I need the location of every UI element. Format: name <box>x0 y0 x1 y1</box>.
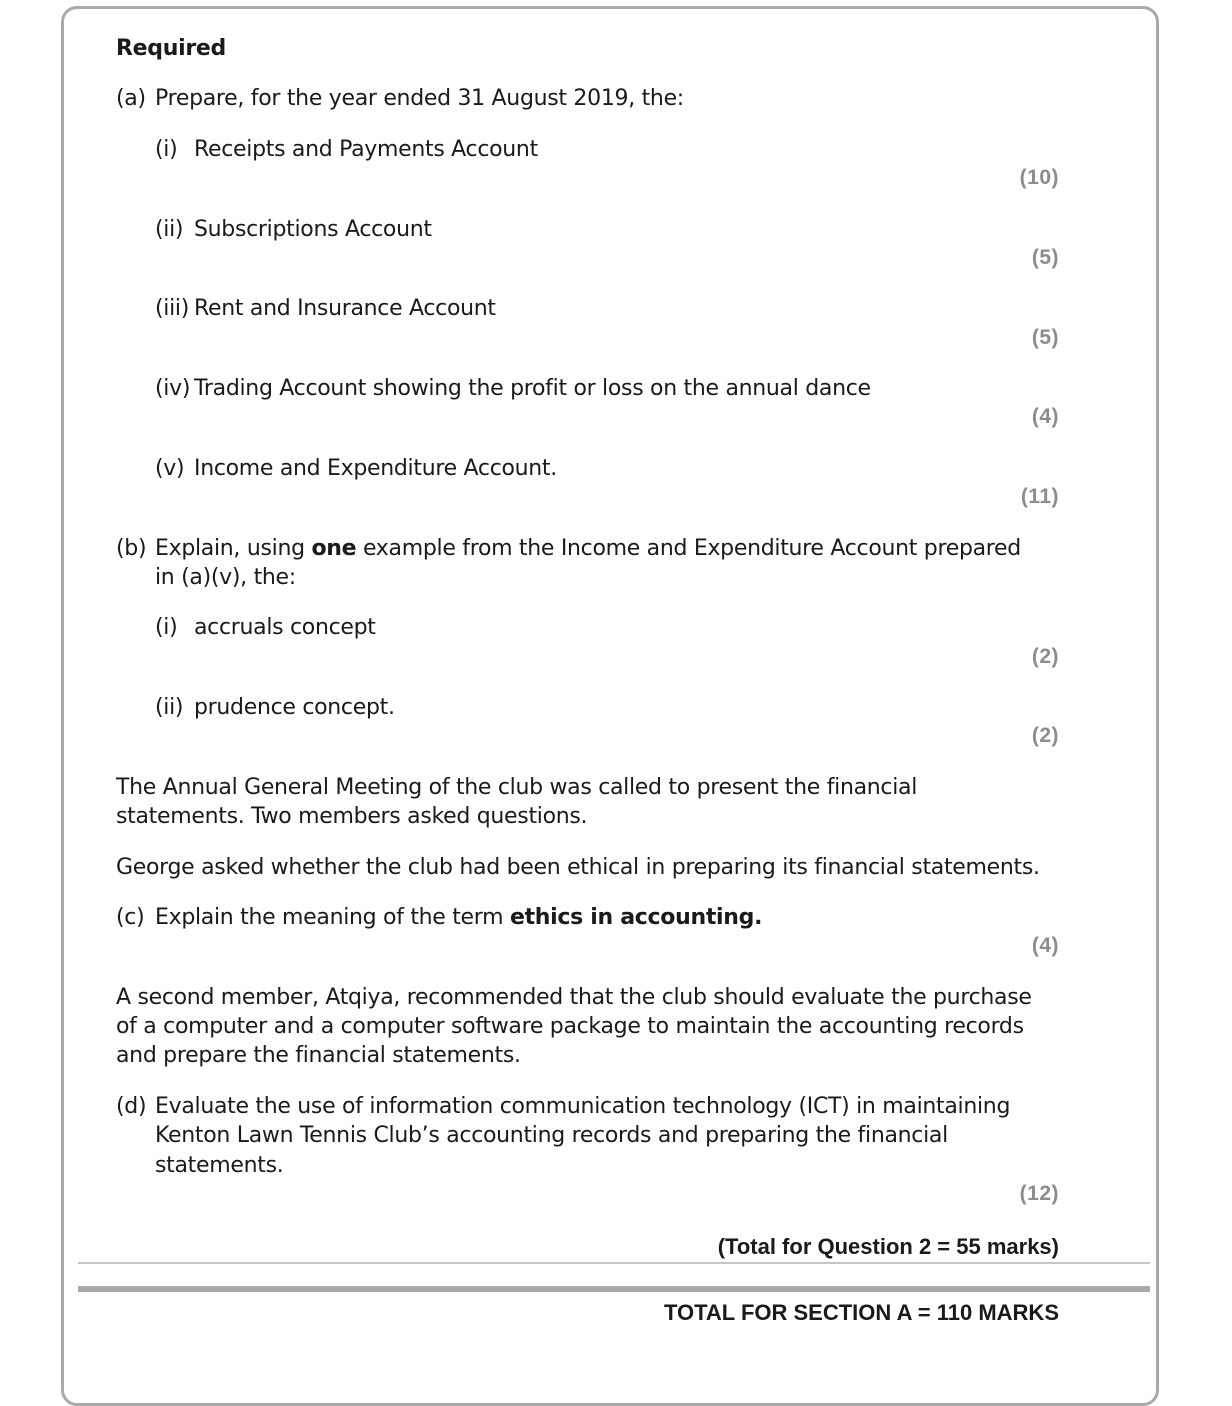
part-a-iv-text: Trading Account showing the profit or loss on the annual dance <box>194 376 871 401</box>
part-a-ii-marks: (5) <box>1031 246 1059 269</box>
part-a-ii-text: Subscriptions Account <box>194 217 432 242</box>
part-b-ii-text: prudence concept. <box>194 695 395 720</box>
part-b-i-text: accruals concept <box>194 615 376 640</box>
part-c-label: (c) <box>116 905 145 930</box>
part-c-text-before: Explain the meaning of the term <box>155 905 510 930</box>
part-a-v-label: (v) <box>155 456 185 481</box>
part-a-v-text: Income and Expenditure Account. <box>194 456 557 481</box>
part-b-text-after: example from the Income and Expenditure Account prepared <box>356 536 1021 561</box>
part-b-text <box>155 534 1021 563</box>
agm-text-line1: The Annual General Meeting of the club was called to present the financial <box>116 775 918 800</box>
part-b-ii-marks: (2) <box>1031 724 1059 747</box>
part-d-line1: Evaluate the use of information communication technology (ICT) in maintaining <box>155 1094 1011 1119</box>
part-b-i-marks: (2) <box>1031 645 1059 668</box>
part-b-ii-label: (ii) <box>155 695 184 720</box>
agm-text-line2: statements. Two members asked questions. <box>116 804 588 829</box>
total-for-question: (Total for Question 2 = 55 marks) <box>717 1234 1059 1259</box>
part-c-marks: (4) <box>1031 934 1059 957</box>
part-d-line2: Kenton Lawn Tennis Club’s accounting records and preparing the financial <box>155 1123 948 1148</box>
atqiya-text-line1: A second member, Atqiya, recommended that the club should evaluate the purchase <box>116 985 1032 1010</box>
part-b-text-before: Explain, using <box>155 536 312 561</box>
part-a-i-label: (i) <box>155 137 178 162</box>
divider-thin <box>78 1262 1150 1264</box>
part-b-text-line2: in (a)(v), the: <box>155 565 296 590</box>
part-a-iii-marks: (5) <box>1031 326 1059 349</box>
part-c-text-bold: ethics in accounting. <box>509 905 763 930</box>
part-d-label: (d) <box>116 1094 147 1119</box>
divider-thick <box>78 1286 1150 1292</box>
george-text: George asked whether the club had been ethical in preparing its financial statements. <box>116 855 1040 880</box>
part-c-text <box>155 903 762 932</box>
part-a-v-marks: (11) <box>1020 485 1059 508</box>
part-a-i-text: Receipts and Payments Account <box>194 137 538 162</box>
part-a-ii-label: (ii) <box>155 217 184 242</box>
part-a-iii-text: Rent and Insurance Account <box>194 296 496 321</box>
part-a-iv-label: (iv) <box>155 376 191 401</box>
part-d-line3: statements. <box>155 1153 284 1178</box>
atqiya-text-line3: and prepare the financial statements. <box>116 1043 521 1068</box>
part-a-text: Prepare, for the year ended 31 August 2019, the: <box>155 86 684 111</box>
atqiya-text-line2: of a computer and a computer software package to maintain the accounting records <box>116 1014 1024 1039</box>
part-b-text-bold: one <box>311 536 357 561</box>
part-a-iii-label: (iii) <box>155 296 190 321</box>
part-d-marks: (12) <box>1019 1182 1059 1205</box>
part-b-label: (b) <box>116 536 147 561</box>
total-for-section: TOTAL FOR SECTION A = 110 MARKS <box>663 1300 1059 1325</box>
part-b-i-label: (i) <box>155 615 178 640</box>
required-heading: Required <box>116 36 226 61</box>
part-a-label: (a) <box>116 86 146 111</box>
part-a-iv-marks: (4) <box>1031 405 1059 428</box>
part-a-i-marks: (10) <box>1019 166 1059 189</box>
